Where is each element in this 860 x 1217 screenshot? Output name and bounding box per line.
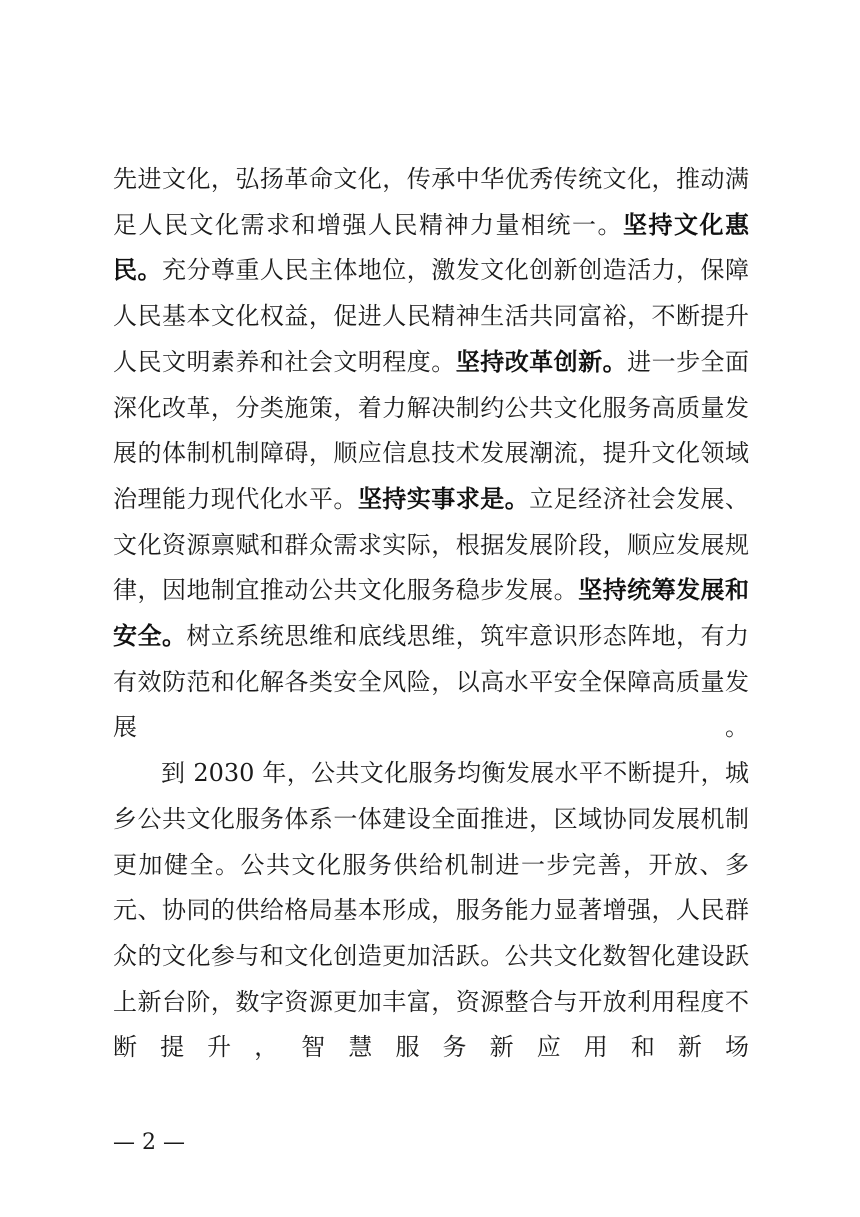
text-segment: 立足经济社会发展、文化资源禀赋和群众需求实际，根据发展阶段，顺应发展规律，因地制宜推动公共文化服务稳步发展。 [113, 484, 750, 605]
text-segment: 充分尊重人民主体地位，激发文化创新创造活力，保障人民基本文化权益，促进人民精神生活共同富裕，不断提升人民文明素养和社会文明程度。 [113, 256, 750, 376]
paragraph-2 [113, 751, 749, 1071]
text-segment: 进一步全面深化改革，分类施策，着力解决制约公共文化服务高质量发展的体制机制障碍，顺应信息技术发展潮流，提升文化领域治理能力现代化水平。 [113, 347, 750, 513]
bold-heading-reform-innovation: 坚持改革创新。 [455, 347, 628, 376]
bold-heading-seek-truth: 坚持实事求是。 [357, 484, 530, 513]
bold-heading-cultural-benefit: 坚持文化惠民。 [113, 210, 749, 285]
bold-heading-development-security: 坚持统筹发展和安全。 [113, 576, 750, 651]
paragraph-1 [113, 157, 749, 751]
text-segment: 树立系统思维和底线思维，筑牢意识形态阵地，有力有效防范和化解各类安全风险，以高水平安全保障高质量发展。 [113, 622, 750, 742]
text-segment: 到 2030 年，公共文化服务均衡发展水平不断提升，城乡公共文化服务体系一体建设全面推进，区域协同发展机制更加健全。公共文化服务供给机制进一步完善，开放、多元、协同的供给格局基本形成，服务能力显著增强，人民群众的文化参与和文化创造更加活跃。公共文化数智化建设跃上新台阶，数字资源更加丰富，资源整合与开放利用程度不断提升，智慧服务新应用和新场 [113, 759, 749, 1062]
page-number: — 2 — [113, 1130, 185, 1155]
text-segment: 先进文化，弘扬革命文化，传承中华优秀传统文化，推动满足人民文化需求和增强人民精神力量相统一。 [113, 165, 749, 239]
body-text [113, 157, 749, 1071]
